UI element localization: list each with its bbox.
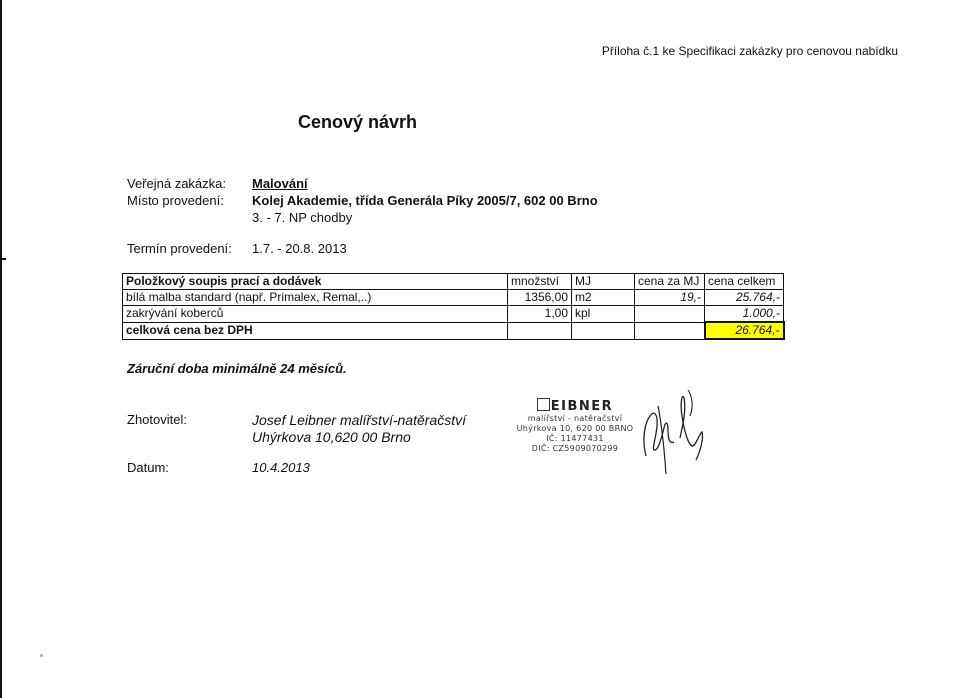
stamp-logo-icon <box>537 398 550 411</box>
company-stamp <box>516 398 634 454</box>
contractor-address: Uhýrkova 10,620 00 Brno <box>252 429 411 445</box>
table-total-row <box>123 322 784 339</box>
term-label: Termín provedení: <box>127 241 232 256</box>
page-title: Cenový návrh <box>298 112 418 132</box>
page-edge-tick <box>0 258 6 260</box>
row-item: zakrývání koberců <box>123 306 508 323</box>
row-item: bílá malba standard (např. Primalex, Remal,..) <box>123 290 508 306</box>
stamp-line: IČ: 11477431 <box>546 434 604 443</box>
scan-speck <box>40 654 43 657</box>
stamp-line: DIČ: CZ5909070299 <box>531 444 619 453</box>
location-label: Místo provedení: <box>127 193 224 208</box>
items-table <box>122 273 785 340</box>
signature-icon <box>640 386 720 476</box>
page-edge-line <box>0 0 2 698</box>
row-quantity: 1,00 <box>508 306 572 323</box>
header-quantity: množství <box>508 274 572 290</box>
row-unit-price: 19,- <box>635 290 705 306</box>
date-label: Datum: <box>127 460 169 475</box>
row-unit: kpl <box>572 306 635 323</box>
total-label: celková cena bez DPH <box>123 322 508 339</box>
contractor-name: Josef Leibner malířství-natěračství <box>252 412 466 428</box>
row-unit: m2 <box>572 290 635 306</box>
term-value: 1.7. - 20.8. 2013 <box>252 241 347 256</box>
location-line1: Kolej Akademie, třída Generála Píky 2005/7, 602 00 Brno <box>252 193 598 208</box>
location-line2: 3. - 7. NP chodby <box>252 210 353 225</box>
attachment-note: Příloha č.1 ke Specifikaci zakázky pro cenovou nabídku <box>601 44 898 58</box>
contract-value: Malování <box>252 176 308 191</box>
table-row <box>123 290 784 306</box>
row-unit-price <box>635 306 705 323</box>
header-unit-price: cena za MJ <box>635 274 705 290</box>
stamp-line: Uhýrkova 10, 620 00 BRNO <box>516 424 634 433</box>
contract-label: Veřejná zakázka: <box>127 176 227 191</box>
header-item: Položkový soupis prací a dodávek <box>123 274 508 290</box>
date-value: 10.4.2013 <box>252 460 310 475</box>
total-empty-quantity <box>508 322 572 339</box>
row-total: 1.000,- <box>705 306 784 323</box>
header-unit: MJ <box>572 274 635 290</box>
contractor-label: Zhotovitel: <box>127 412 187 427</box>
total-empty-unit-price <box>635 322 705 339</box>
table-row <box>123 306 784 323</box>
total-value: 26.764,- <box>705 322 784 339</box>
warranty-text: Záruční doba minimálně 24 měsíců. <box>127 361 347 376</box>
stamp-brand: EIBNER <box>516 398 634 414</box>
row-total: 25.764,- <box>705 290 784 306</box>
row-quantity: 1356,00 <box>508 290 572 306</box>
total-empty-unit <box>572 322 635 339</box>
stamp-line: malířství - natěračství <box>527 414 623 423</box>
header-total: cena celkem <box>705 274 784 290</box>
table-header-row <box>123 274 784 290</box>
